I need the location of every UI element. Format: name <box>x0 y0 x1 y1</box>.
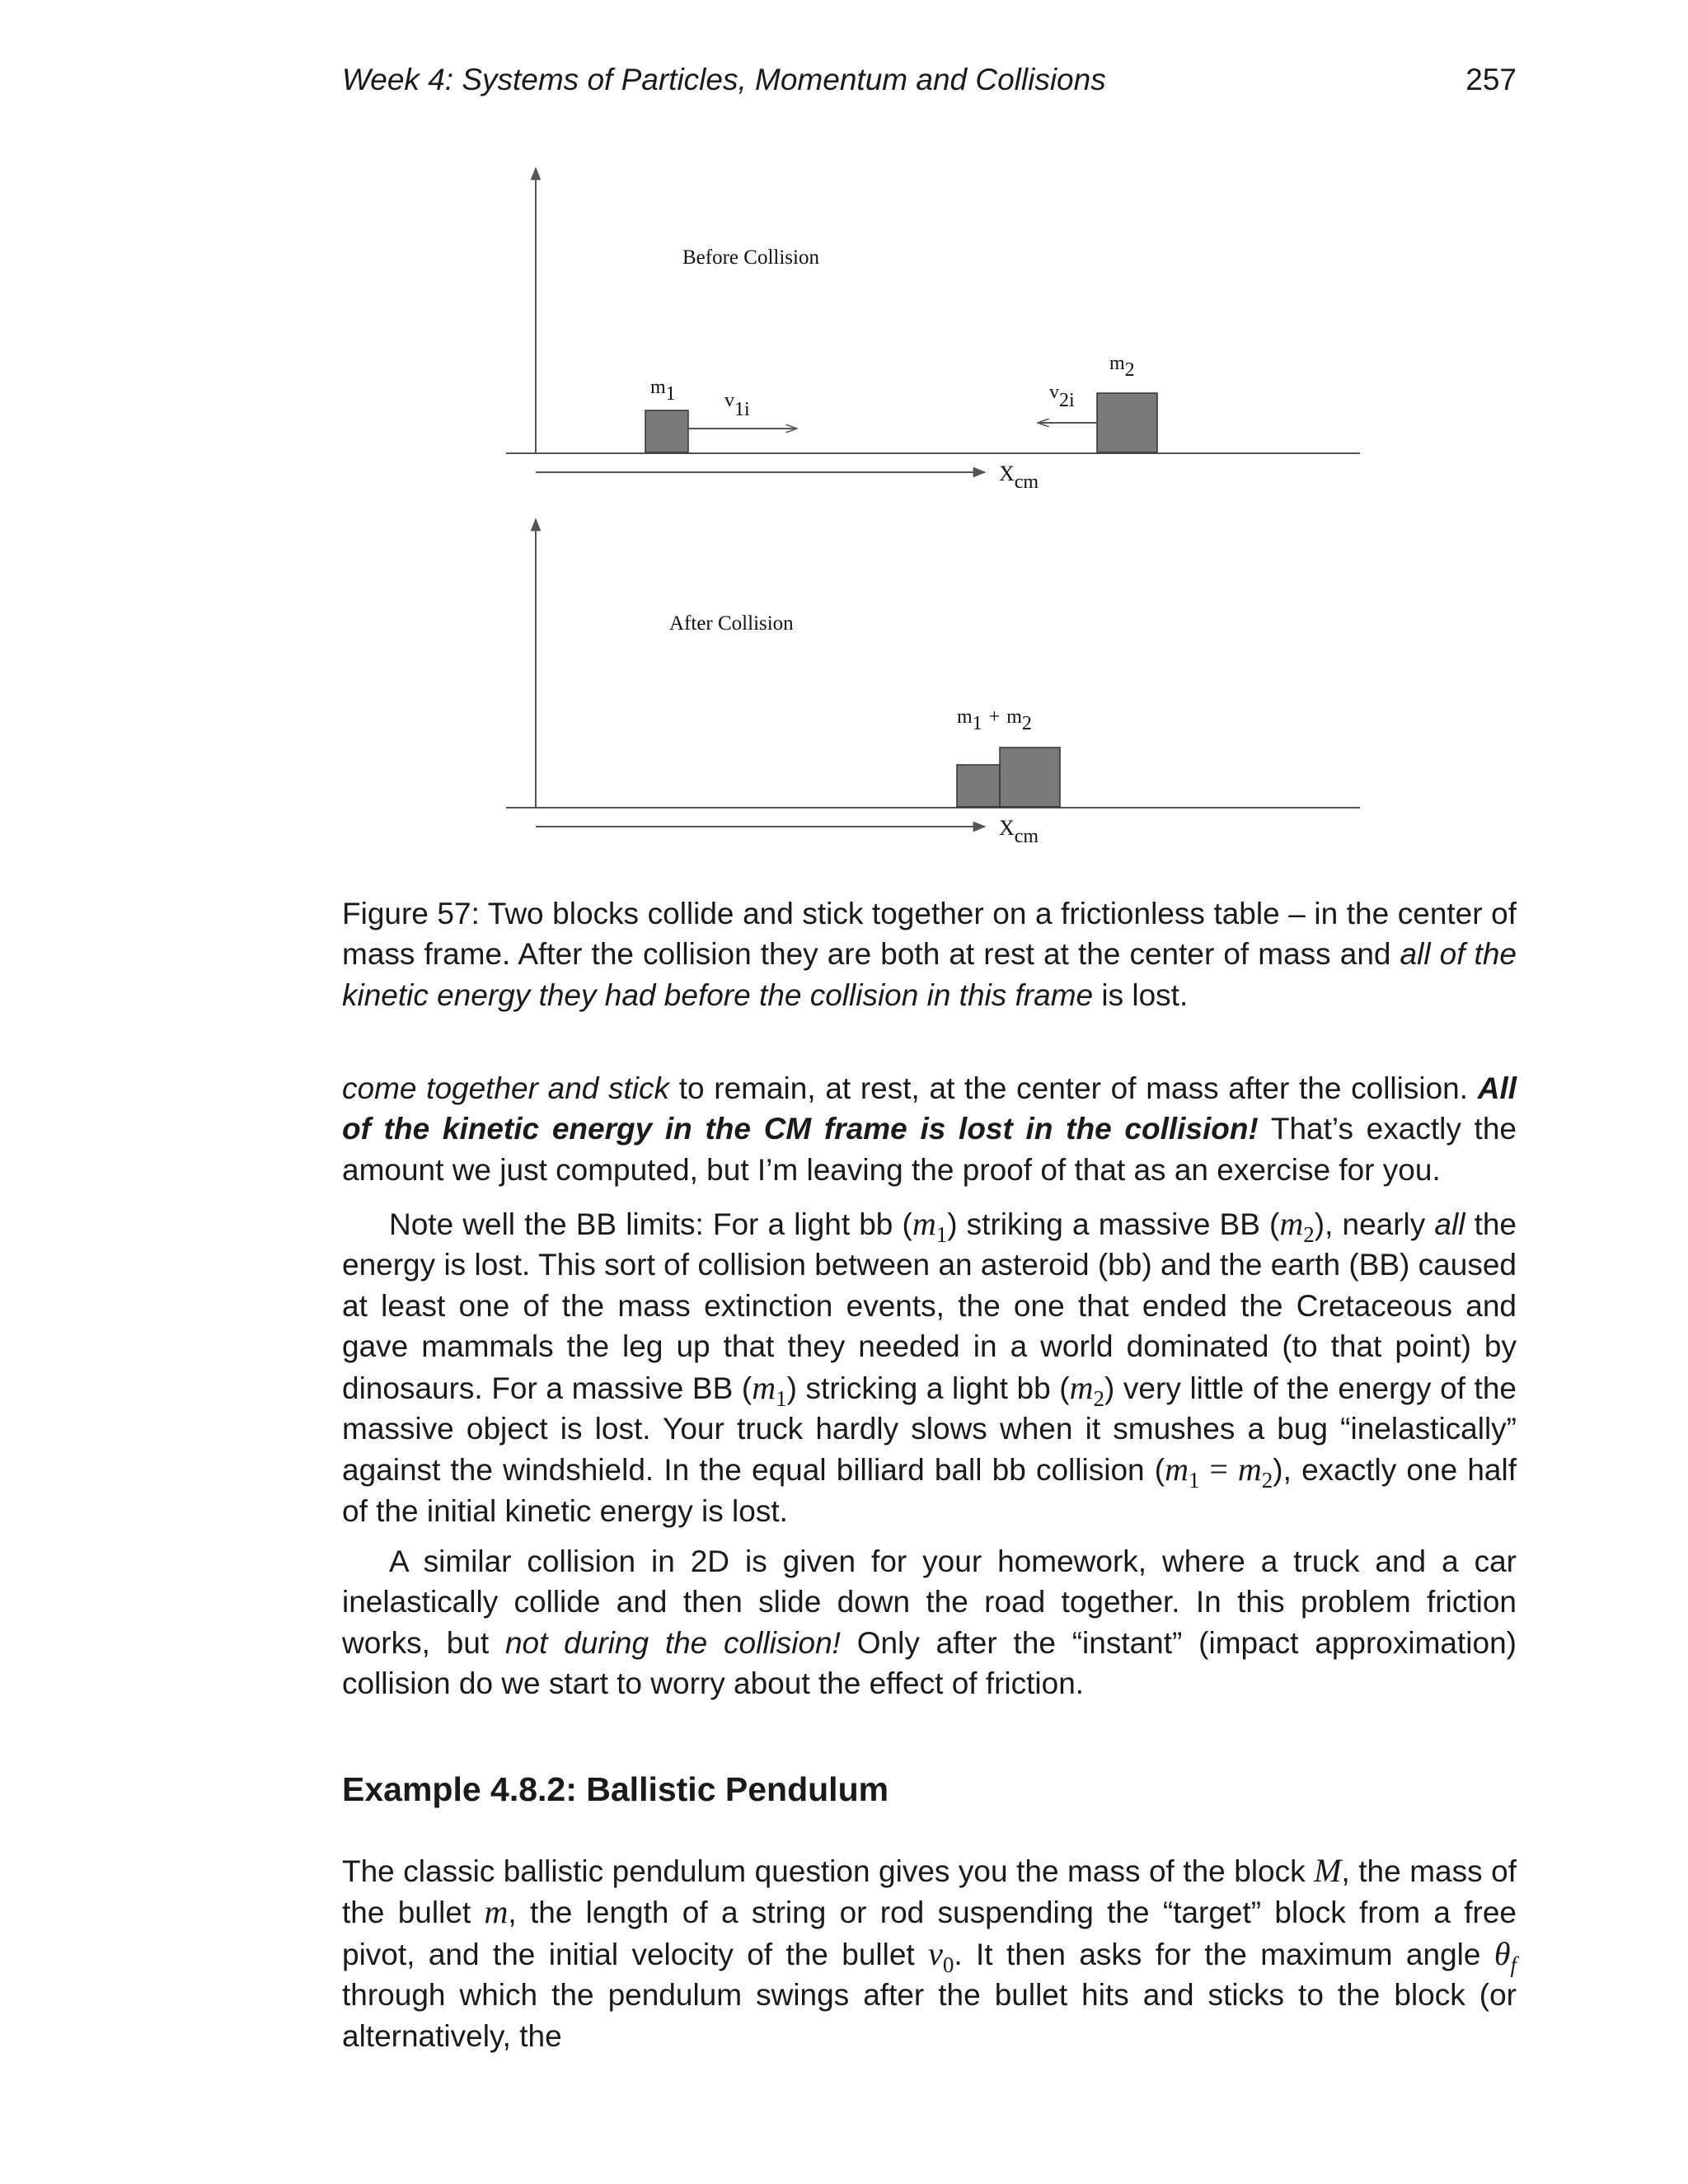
label-m1: m1 <box>650 377 676 405</box>
page-number: 257 <box>1465 63 1517 96</box>
p2-text-5: ) stricking a light bb ( <box>786 1371 1070 1405</box>
caption-text-2: is lost. <box>1093 977 1189 1012</box>
chapter-title: Week 4: Systems of Particles, Momentum and Collisions <box>342 63 1106 96</box>
p1-italic: come together and stick <box>342 1071 670 1105</box>
math-M: M <box>1314 1852 1342 1889</box>
block-m2 <box>1097 393 1157 452</box>
after-collision-label: After Collision <box>669 612 794 635</box>
combined-block-m2 <box>1000 748 1060 807</box>
label-xcm-before: Xcm <box>999 462 1039 493</box>
p3-text-2: Only after the “instant” (impact approximation) collision do we start to worry about the effect of friction. <box>342 1625 1517 1701</box>
label-m1-plus-m2: m1 + m2 <box>957 706 1032 734</box>
math-m1: $m_1$ <box>912 1205 948 1247</box>
paragraph-3 <box>342 1541 1517 1704</box>
p5-text-2: , the mass of the bullet <box>342 1854 1517 1930</box>
p5-text-1: The classic ballistic pendulum question gives you the mass of the block <box>342 1854 1315 1888</box>
p2-text-2: ) striking a massive BB ( <box>947 1207 1280 1241</box>
p2-text-6: ) very little of the energy of the massive object is lost. Your truck hardly slows when it smushes a bug “inelastically” against the windshield. In the equal billiard ball bb collision ( <box>342 1371 1517 1488</box>
p1-bold-italic: All of the kinetic energy in the CM frame is lost in the collision! <box>342 1071 1517 1146</box>
math-theta-f: $\theta_f$ <box>1493 1934 1517 1977</box>
p5-text-5: through which the pendulum swings after the bullet hits and sticks to the block (or alternatively, the <box>342 1978 1517 2053</box>
paragraph-1 <box>342 1068 1517 1190</box>
label-v1i: v1i <box>724 390 750 420</box>
after-panel <box>506 519 1360 847</box>
p2-text-4: the energy is lost. This sort of collision between an asteroid (bb) and the earth (BB) caused at least one of the mass extinction events, the one that ended the Cretaceous and gave mammals the leg up that they needed in a world dominated (to that point) by dinosaurs. For a massive BB ( <box>342 1207 1517 1405</box>
math-m1-equals-m2: $m_1 = m_2$ <box>1165 1451 1273 1493</box>
math-m: m <box>484 1893 509 1931</box>
math-v0: $v_0$ <box>928 1934 954 1977</box>
combined-block-m1 <box>957 765 1000 807</box>
p3-text-1: A similar collision in 2D is given for your homework, where a truck and a car inelastically collide and then slide down the road together. In this problem friction works, but <box>342 1544 1517 1660</box>
p2-text-3: ), nearly <box>1314 1207 1435 1241</box>
p2-text-1: Note well the BB limits: For a light bb ( <box>389 1207 912 1241</box>
label-m2: m2 <box>1109 353 1135 381</box>
math-m1-b: $m_1$ <box>752 1368 787 1411</box>
p2-italic-all: all <box>1434 1207 1465 1241</box>
paragraph-5 <box>342 1850 1517 2056</box>
p3-italic: not during the collision! <box>504 1625 841 1660</box>
figure-57 <box>0 148 1688 865</box>
before-collision-label: Before Collision <box>682 246 819 269</box>
p5-text-3: , the length of a string or rod suspending the “target” block from a free pivot, and the initial velocity of the bullet <box>342 1896 1517 1971</box>
label-xcm-after: Xcm <box>999 816 1039 847</box>
label-v2i: v2i <box>1049 382 1075 411</box>
math-m2-b: $m_2$ <box>1069 1368 1104 1411</box>
figure-caption <box>342 893 1517 1015</box>
before-panel <box>506 168 1360 493</box>
p1-text-1: to remain, at rest, at the center of mass after the collision. <box>669 1071 1478 1105</box>
p5-text-4: . It then asks for the maximum angle <box>954 1937 1494 1971</box>
p2-text-7: ), exactly one half of the initial kinetic energy is lost. <box>342 1453 1517 1528</box>
example-heading: Example 4.8.2: Ballistic Pendulum <box>342 1770 889 1808</box>
block-m1 <box>645 410 688 452</box>
math-m2: $m_2$ <box>1279 1205 1315 1247</box>
caption-text-1: Figure 57: Two blocks collide and stick together on a frictionless table – in the center of mass frame. After the collision they are both at rest at the center of mass and <box>342 897 1517 972</box>
paragraph-2 <box>342 1203 1517 1531</box>
caption-italic: all of the kinetic energy they had before the collision in this frame <box>342 937 1517 1012</box>
p1-text-2: That’s exactly the amount we just computed, but I’m leaving the proof of that as an exercise for you. <box>342 1112 1517 1187</box>
running-header <box>342 63 1517 104</box>
collision-diagram <box>0 148 1688 865</box>
